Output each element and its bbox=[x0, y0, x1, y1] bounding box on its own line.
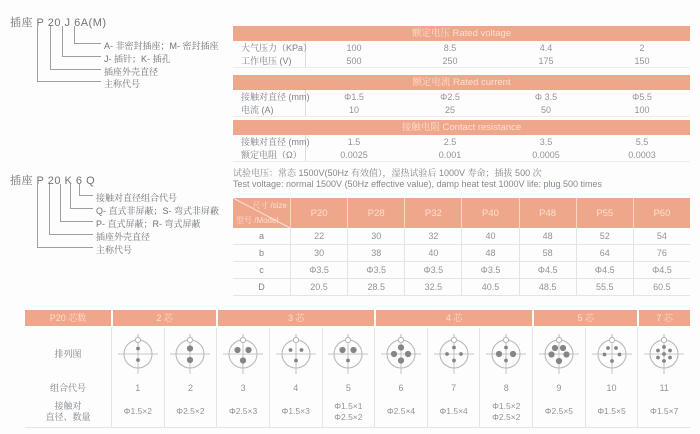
cell-value: 52 bbox=[576, 228, 633, 244]
table-title: 额定电流 Rated current bbox=[233, 75, 690, 90]
cell-value: 0.001 bbox=[438, 149, 462, 160]
table-row bbox=[233, 90, 690, 103]
combination-code: 10 bbox=[585, 380, 638, 396]
row-label: a bbox=[258, 231, 264, 241]
contact-spec-row-label-line2: 直径、数量 bbox=[45, 411, 91, 422]
column-header: P55 bbox=[576, 198, 633, 228]
contact-spec-value: Φ1.5×3 bbox=[281, 406, 310, 416]
cell-value: 500 bbox=[346, 55, 362, 66]
contact-spec bbox=[111, 396, 164, 428]
cell-value: Φ3.5 bbox=[404, 262, 461, 278]
table-row bbox=[233, 54, 690, 67]
combination-code: 2 bbox=[164, 380, 217, 396]
row-label: 大气压力（KPa） bbox=[233, 41, 306, 54]
connector-diagram bbox=[269, 328, 322, 380]
cell-value: Φ4.5 bbox=[519, 262, 576, 278]
cell-value: 150 bbox=[634, 55, 650, 66]
table-title: 额定电压 Rated voltage bbox=[233, 26, 690, 41]
cell-value: 2 bbox=[639, 42, 645, 53]
contact-spec bbox=[637, 396, 690, 428]
row-label: D bbox=[258, 282, 265, 292]
rated-voltage-table bbox=[233, 26, 690, 68]
rated-current-table bbox=[233, 75, 690, 117]
column-header: P20 bbox=[290, 198, 347, 228]
cell-value: 64 bbox=[576, 245, 633, 261]
size-model-corner bbox=[233, 198, 290, 228]
core-group-header: 7 芯 bbox=[639, 310, 690, 326]
contact-spec-value: Φ1.5×1 bbox=[334, 400, 363, 411]
test-note-zh: 试验电压：常态 1500V(50Hz 有效值），湿热试验后 1000V 寿命；插拔 500 次 bbox=[233, 168, 542, 178]
cell-value: 55.5 bbox=[576, 279, 633, 295]
code-explanation-label: Q- 直式非屏蔽；S- 弯式非屏蔽 bbox=[96, 206, 219, 216]
cell-value: 76 bbox=[633, 245, 690, 261]
cell-value: 32.5 bbox=[404, 279, 461, 295]
table-row bbox=[233, 135, 690, 148]
cell-value: 5.5 bbox=[635, 136, 649, 147]
cell-value: Φ 3.5 bbox=[534, 91, 558, 102]
cell-value: 30 bbox=[290, 245, 347, 261]
cell-value: Φ3.5 bbox=[290, 262, 347, 278]
cell-value: 54 bbox=[633, 228, 690, 244]
tree-connector-line bbox=[37, 184, 93, 248]
connector-diagram bbox=[479, 328, 532, 380]
contact-spec bbox=[427, 396, 480, 428]
code-explanation-label: P- 直式屏蔽；R- 弯式屏蔽 bbox=[96, 219, 201, 229]
core-group-header: 5 芯 bbox=[534, 310, 637, 326]
cell-value: Φ5.5 bbox=[632, 91, 652, 102]
contact-spec-value: Φ2.5×2 bbox=[176, 406, 205, 416]
contact-spec-value: Φ2.5×4 bbox=[386, 406, 416, 416]
cell-value: 40 bbox=[404, 245, 461, 261]
combination-code-row-label: 组合代号 bbox=[49, 382, 86, 393]
contact-spec bbox=[322, 396, 375, 428]
column-header: P48 bbox=[519, 198, 576, 228]
core-table-corner: P20 芯数 bbox=[25, 310, 111, 326]
contact-spec bbox=[374, 396, 427, 428]
cell-value: Φ4.5 bbox=[576, 262, 633, 278]
connector-diagram bbox=[374, 328, 427, 380]
contact-spec bbox=[532, 396, 585, 428]
tree-connector-line bbox=[37, 26, 101, 82]
code-explanation-label: 插座外壳直径 bbox=[96, 232, 151, 242]
cell-value: Φ3.5 bbox=[347, 262, 404, 278]
cell-value: 60.5 bbox=[633, 279, 690, 295]
cell-value: 40.5 bbox=[461, 279, 518, 295]
cell-value: 32 bbox=[404, 228, 461, 244]
column-header: P32 bbox=[404, 198, 461, 228]
cell-value: Φ3.5 bbox=[461, 262, 518, 278]
connector-diagram bbox=[532, 328, 585, 380]
part-number-code: 插座 P 20 K 6 Q bbox=[10, 175, 96, 187]
cell-value: 0.0025 bbox=[340, 149, 368, 160]
contact-spec bbox=[269, 396, 322, 428]
cell-value: 2.5 bbox=[443, 136, 457, 147]
table-title: 接触电阻 Contact resistance bbox=[233, 120, 690, 135]
dimensions-table bbox=[233, 198, 690, 296]
connector-diagram bbox=[322, 328, 375, 380]
contact-spec-value: Φ2.5×3 bbox=[228, 406, 258, 416]
core-group-header: 4 芯 bbox=[376, 310, 532, 326]
column-header: P28 bbox=[347, 198, 404, 228]
combination-code: 8 bbox=[479, 380, 532, 396]
contact-spec-value: Φ1.5×7 bbox=[650, 406, 679, 416]
cell-value: 10 bbox=[348, 104, 359, 115]
core-group-header: 2 芯 bbox=[113, 310, 216, 326]
connector-diagram bbox=[216, 328, 269, 380]
cell-value: 100 bbox=[346, 42, 362, 53]
table-row bbox=[233, 245, 690, 262]
contact-spec-value: Φ1.5×5 bbox=[597, 406, 626, 416]
dimensions-table-header bbox=[233, 198, 690, 228]
table-row bbox=[233, 262, 690, 279]
corner-model-label: 型号 /Model bbox=[236, 216, 279, 225]
connector-diagram bbox=[164, 328, 217, 380]
row-label: 额定电阻（Ω） bbox=[233, 148, 306, 161]
column-header: P60 bbox=[633, 198, 690, 228]
combination-code: 1 bbox=[111, 380, 164, 396]
contact-spec-value: Φ2.5×5 bbox=[544, 406, 574, 416]
cell-value: 8.5 bbox=[443, 42, 457, 53]
combination-code: 11 bbox=[637, 380, 690, 396]
connector-diagram bbox=[585, 328, 638, 380]
contact-spec-value: Φ2.5×2 bbox=[334, 411, 363, 422]
cell-value: 40 bbox=[461, 228, 518, 244]
row-label: 工作电压 (V) bbox=[233, 54, 306, 67]
core-count-table bbox=[25, 310, 690, 428]
row-label: b bbox=[258, 248, 264, 258]
cell-value: 38 bbox=[347, 245, 404, 261]
cell-value: Φ4.5 bbox=[633, 262, 690, 278]
table-row bbox=[233, 41, 690, 54]
cell-value: 48 bbox=[461, 245, 518, 261]
test-note-en: Test voltage: normal 1500V (50Hz effective value), damp heat test 1000V life: plug 500 times bbox=[233, 179, 603, 189]
code-explanation-label: J- 插针；K- 插孔 bbox=[104, 54, 171, 64]
row-label: c bbox=[259, 265, 264, 275]
contact-spec bbox=[216, 396, 269, 428]
contact-spec bbox=[479, 396, 532, 428]
combination-code: 6 bbox=[374, 380, 427, 396]
table-row bbox=[233, 148, 690, 161]
code-explanation-label: 主称代号 bbox=[104, 79, 141, 89]
cell-value: 20.5 bbox=[290, 279, 347, 295]
connector-diagram bbox=[637, 328, 690, 380]
part-number-code: 插座 P 20 J 6A(M) bbox=[10, 17, 107, 29]
contact-spec-value: Φ1.5×2 bbox=[123, 406, 152, 416]
code-explanation-label: 插座外壳直径 bbox=[104, 67, 159, 77]
combination-code: 9 bbox=[532, 380, 585, 396]
cell-value: 175 bbox=[538, 55, 554, 66]
corner-size-label: 尺寸 /size bbox=[252, 201, 287, 210]
cell-value: 1.5 bbox=[347, 136, 361, 147]
code-explanation-label: A- 非密封插座；M- 密封插座 bbox=[104, 41, 219, 51]
code-explanation-label: 接触对直径组合代号 bbox=[96, 193, 178, 203]
contact-resistance-table bbox=[233, 120, 690, 162]
contact-spec-value: Φ2.5×2 bbox=[492, 411, 521, 422]
contact-spec bbox=[164, 396, 217, 428]
cell-value: 58 bbox=[519, 245, 576, 261]
contact-spec-row-label-line1: 接触对 bbox=[54, 400, 82, 411]
cell-value: 22 bbox=[290, 228, 347, 244]
combination-code: 3 bbox=[216, 380, 269, 396]
cell-value: Φ2.5 bbox=[440, 91, 460, 102]
cell-value: 50 bbox=[540, 104, 551, 115]
contact-spec-value: Φ1.5×4 bbox=[439, 406, 468, 416]
contact-spec-row-label bbox=[25, 396, 111, 428]
cell-value: 48.5 bbox=[519, 279, 576, 295]
connector-diagram bbox=[111, 328, 164, 380]
row-label: 电流 (A) bbox=[233, 103, 306, 116]
combination-code: 5 bbox=[322, 380, 375, 396]
row-label: 接触对直径 (mm) bbox=[233, 135, 306, 148]
row-label: 接触对直径 (mm) bbox=[233, 90, 306, 103]
column-header: P40 bbox=[461, 198, 518, 228]
table-row bbox=[233, 103, 690, 116]
cell-value: 0.0005 bbox=[532, 149, 560, 160]
cell-value: 4.4 bbox=[539, 42, 553, 53]
cell-value: 30 bbox=[347, 228, 404, 244]
cell-value: 28.5 bbox=[347, 279, 404, 295]
cell-value: 3.5 bbox=[539, 136, 553, 147]
combination-code: 7 bbox=[427, 380, 480, 396]
table-row bbox=[233, 228, 690, 245]
cell-value: 100 bbox=[634, 104, 650, 115]
cell-value: Φ1.5 bbox=[344, 91, 364, 102]
combination-code: 4 bbox=[269, 380, 322, 396]
core-group-header: 3 芯 bbox=[218, 310, 374, 326]
cell-value: 25 bbox=[444, 104, 455, 115]
cell-value: 250 bbox=[442, 55, 458, 66]
table-row bbox=[233, 279, 690, 296]
connector-diagram bbox=[427, 328, 480, 380]
contact-spec bbox=[585, 396, 638, 428]
cell-value: 48 bbox=[519, 228, 576, 244]
arrangement-row-label: 排列图 bbox=[54, 348, 82, 359]
contact-spec-value: Φ1.5×2 bbox=[492, 400, 521, 411]
cell-value: 0.0003 bbox=[628, 149, 656, 160]
code-explanation-label: 主称代号 bbox=[96, 245, 133, 255]
